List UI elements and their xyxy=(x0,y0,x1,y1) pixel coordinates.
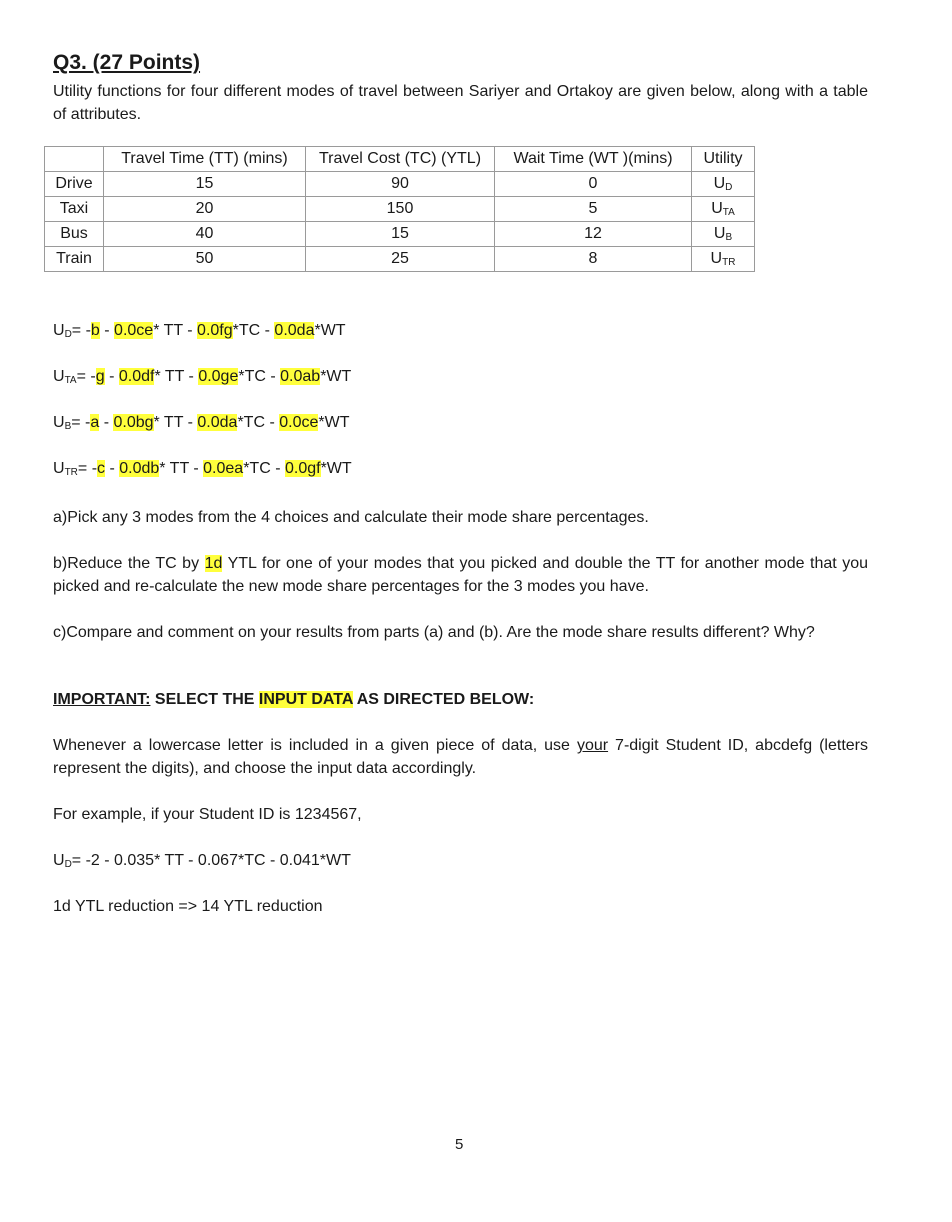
example-reduction: 1d YTL reduction => 14 YTL reduction xyxy=(53,898,323,915)
utility-cell: $U_B$ xyxy=(692,222,755,247)
table-row xyxy=(45,222,755,247)
tt-cell: 40 xyxy=(104,222,306,247)
wt-cell: 0 xyxy=(495,172,692,197)
example-equation: $U_D= -2 - 0.035*$ TT - 0.067*TC - 0.041*WT xyxy=(53,852,351,870)
part-c: c)Compare and comment on your results from parts (a) and (b). Are the mode share results different? Why? xyxy=(53,624,815,641)
wt-cell: 8 xyxy=(495,247,692,272)
mode-cell: Train xyxy=(45,247,104,272)
utility-equation-train: $U_{TR}= -c - 0.0db*$ TT - 0.0ea*TC - 0.0gf*WT xyxy=(53,460,352,478)
table-header-cell: Utility xyxy=(692,147,755,172)
mode-cell: Drive xyxy=(45,172,104,197)
question-intro: Utility functions for four different modes of travel between Sariyer and Ortakoy are given below, along with a table of attributes. xyxy=(53,83,868,123)
table-row xyxy=(45,197,755,222)
important-note: IMPORTANT: SELECT THE INPUT DATA AS DIRECTED BELOW: xyxy=(53,691,535,708)
question-page xyxy=(53,50,868,915)
part-b: b)Reduce the TC by 1d YTL for one of your modes that you picked and double the TT for another mode that you picked and re-calculate the new mode share percentages for the 3 modes you have. xyxy=(53,555,868,595)
utility-cell: $U_D$ xyxy=(692,172,755,197)
table-header-cell: Travel Cost (TC) (YTL) xyxy=(306,147,495,172)
utility-equation-taxi: $U_{TA}= -g - 0.0df*$ TT - 0.0ge*TC - 0.0ab*WT xyxy=(53,368,352,386)
tc-cell: 15 xyxy=(306,222,495,247)
table-row xyxy=(45,172,755,197)
question-title: Q3. (27 Points) xyxy=(53,51,201,74)
wt-cell: 5 xyxy=(495,197,692,222)
tc-cell: 90 xyxy=(306,172,495,197)
tt-cell: 50 xyxy=(104,247,306,272)
tc-cell: 150 xyxy=(306,197,495,222)
table-row xyxy=(45,247,755,272)
table-header-cell xyxy=(45,147,104,172)
part-a: a)Pick any 3 modes from the 4 choices and calculate their mode share percentages. xyxy=(53,509,649,526)
utility-equation-bus: $U_B= -a - 0.0bg*$ TT - 0.0da*TC - 0.0ce*WT xyxy=(53,414,350,432)
mode-cell: Taxi xyxy=(45,197,104,222)
table-header-row xyxy=(45,147,755,172)
mode-cell: Bus xyxy=(45,222,104,247)
example-intro: For example, if your Student ID is 1234567, xyxy=(53,806,362,823)
utility-cell: $U_{TR}$ xyxy=(692,247,755,272)
instructions: Whenever a lowercase letter is included in a given piece of data, use your 7-digit Student ID, abcdefg (letters represent the digits), and choose the input data accordingly. xyxy=(53,737,868,777)
tt-cell: 15 xyxy=(104,172,306,197)
tc-cell: 25 xyxy=(306,247,495,272)
table-header-cell: Wait Time (WT )(mins) xyxy=(495,147,692,172)
page-number: 5 xyxy=(455,1136,464,1153)
tt-cell: 20 xyxy=(104,197,306,222)
utility-cell: $U_{TA}$ xyxy=(692,197,755,222)
attributes-table xyxy=(44,146,755,272)
table-header-cell: Travel Time (TT) (mins) xyxy=(104,147,306,172)
utility-equation-drive: $U_D= -b - 0.0ce*$ TT - 0.0fg*TC - 0.0da*WT xyxy=(53,322,346,340)
wt-cell: 12 xyxy=(495,222,692,247)
